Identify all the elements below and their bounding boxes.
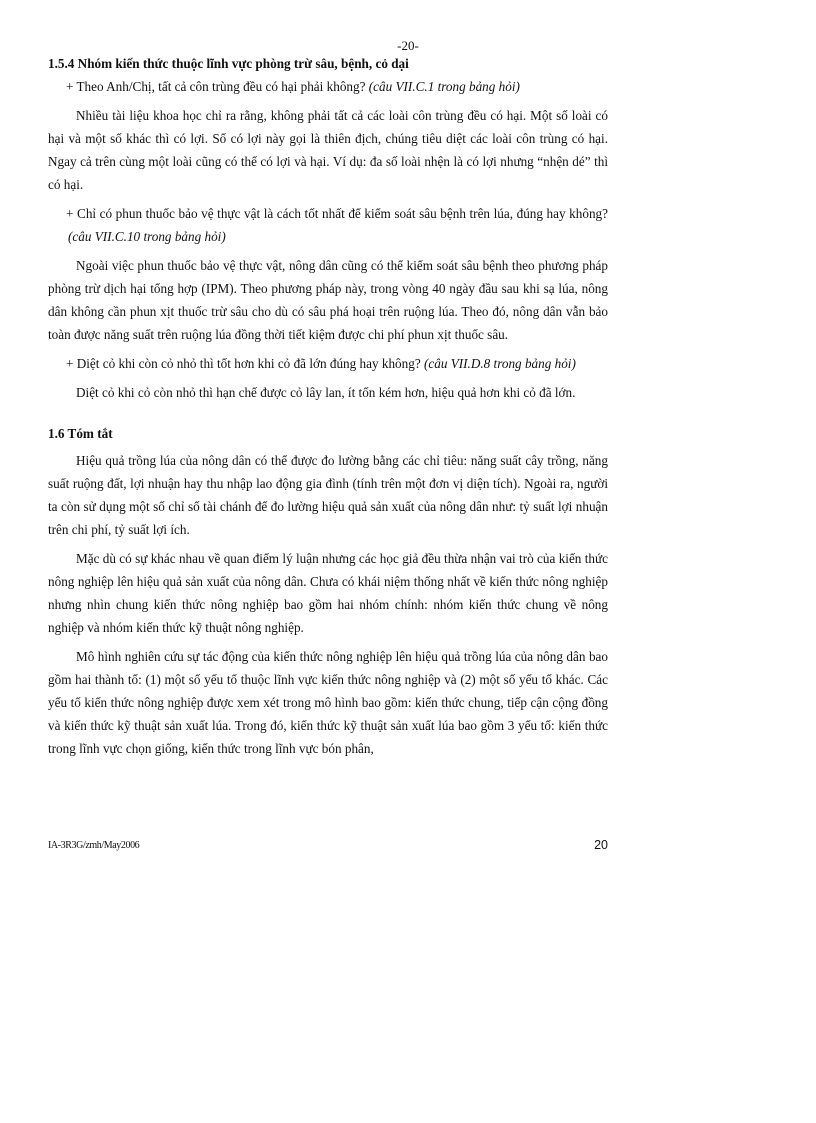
question-1-ref: (câu VII.C.1 trong bảng hỏi) bbox=[368, 79, 520, 94]
summary-paragraph-1: Hiệu quả trồng lúa của nông dân có thể được đo lường bằng các chỉ tiêu: năng suất cây trồng, năng suất ruộng đất, lợi nhuận hay thu nhập lao động gia đình (tính trên một đơn vị diện tích). Ngoài ra, người ta còn sử dụng một số chỉ số tài chánh để đo lường hiệu quả sản xuất của nông dân như: tỷ suất lợi nhuận trên chi phí, tỷ suất lợi ích. bbox=[48, 453, 608, 537]
section-heading-1-6: 1.6 Tóm tắt bbox=[48, 426, 113, 441]
document-body bbox=[48, 52, 608, 766]
summary-paragraph-2: Mặc dù có sự khác nhau về quan điểm lý luận nhưng các học giả đều thừa nhận vai trò của kiến thức nông nghiệp lên hiệu quả sản xuất của nông dân. Chưa có khái niệm thống nhất về kiến thức nông nghiệp nhưng nhìn chung kiến thức nông nghiệp bao gồm hai nhóm chính: nhóm kiến thức chung về nông nghiệp và nhóm kiến thức kỹ thuật nông nghiệp. bbox=[48, 551, 608, 635]
question-3-text: + Diệt cỏ khi còn cỏ nhỏ thì tốt hơn khi cỏ đã lớn đúng hay không? bbox=[66, 356, 424, 371]
question-2 bbox=[48, 202, 608, 248]
footer-document-id: IA-3R3G/zmh/May2006 bbox=[48, 840, 140, 851]
answer-1: Nhiều tài liệu khoa học chỉ ra rằng, không phải tất cả các loài côn trùng đều có hại. Một số loài có hại và một số khác thì có lợi. Số có lợi này gọi là thiên địch, chúng tiêu diệt các loài côn trùng có hại. Ngay cả trên cùng một loài cũng có thể có lợi và hại. Ví dụ: đa số loài nhện là có lợi nhưng “nhện dé” thì có hại. bbox=[48, 108, 608, 192]
page-number-top: -20- bbox=[397, 38, 419, 53]
answer-3: Diệt cỏ khi cỏ còn nhỏ thì hạn chế được cỏ lây lan, ít tốn kém hơn, hiệu quả hơn khi cỏ đã lớn. bbox=[76, 385, 576, 400]
section-heading-1-5-4: 1.5.4 Nhóm kiến thức thuộc lĩnh vực phòng trừ sâu, bệnh, cỏ dại bbox=[48, 56, 409, 71]
question-2-text: + Chỉ có phun thuốc bảo vệ thực vật là cách tốt nhất để kiểm soát sâu bệnh trên lúa, đúng hay không? bbox=[66, 206, 608, 221]
question-3-ref: (câu VII.D.8 trong bảng hỏi) bbox=[423, 356, 576, 371]
question-1-text: + Theo Anh/Chị, tất cả côn trùng đều có hại phải không? bbox=[66, 79, 369, 94]
question-2-ref: (câu VII.C.10 trong bảng hỏi) bbox=[68, 229, 226, 244]
question-3 bbox=[48, 352, 608, 375]
footer-page-number: 20 bbox=[594, 838, 608, 852]
answer-2: Ngoài việc phun thuốc bảo vệ thực vật, nông dân cũng có thể kiểm soát sâu bệnh theo phương pháp phòng trừ dịch hại tổng hợp (IPM). Theo phương pháp này, trong vòng 40 ngày đầu sau khi sạ lúa, nông dân không cần phun xịt thuốc trừ sâu cho dù có sâu phá hoại trên ruộng lúa. Theo đó, nông dân vẫn bảo toàn được năng suất trên ruộng lúa đồng thời tiết kiệm được chi phí phun xịt thuốc sâu. bbox=[48, 258, 608, 342]
question-1 bbox=[48, 75, 608, 98]
summary-paragraph-3: Mô hình nghiên cứu sự tác động của kiến thức nông nghiệp lên hiệu quả trồng lúa của nông dân bao gồm hai thành tố: (1) một số yếu tố thuộc lĩnh vực kiến thức nông nghiệp và (2) một số yếu tố khác. Các yếu tố kiến thức nông nghiệp được xem xét trong mô hình bao gồm: kiến thức chung, tiếp cận cộng đồng và kiến thức kỹ thuật sản xuất lúa. Trong đó, kiến thức kỹ thuật sản xuất lúa bao gồm 3 yếu tố: kiến thức trong lĩnh vực chọn giống, kiến thức trong lĩnh vực bón phân, bbox=[48, 649, 608, 756]
